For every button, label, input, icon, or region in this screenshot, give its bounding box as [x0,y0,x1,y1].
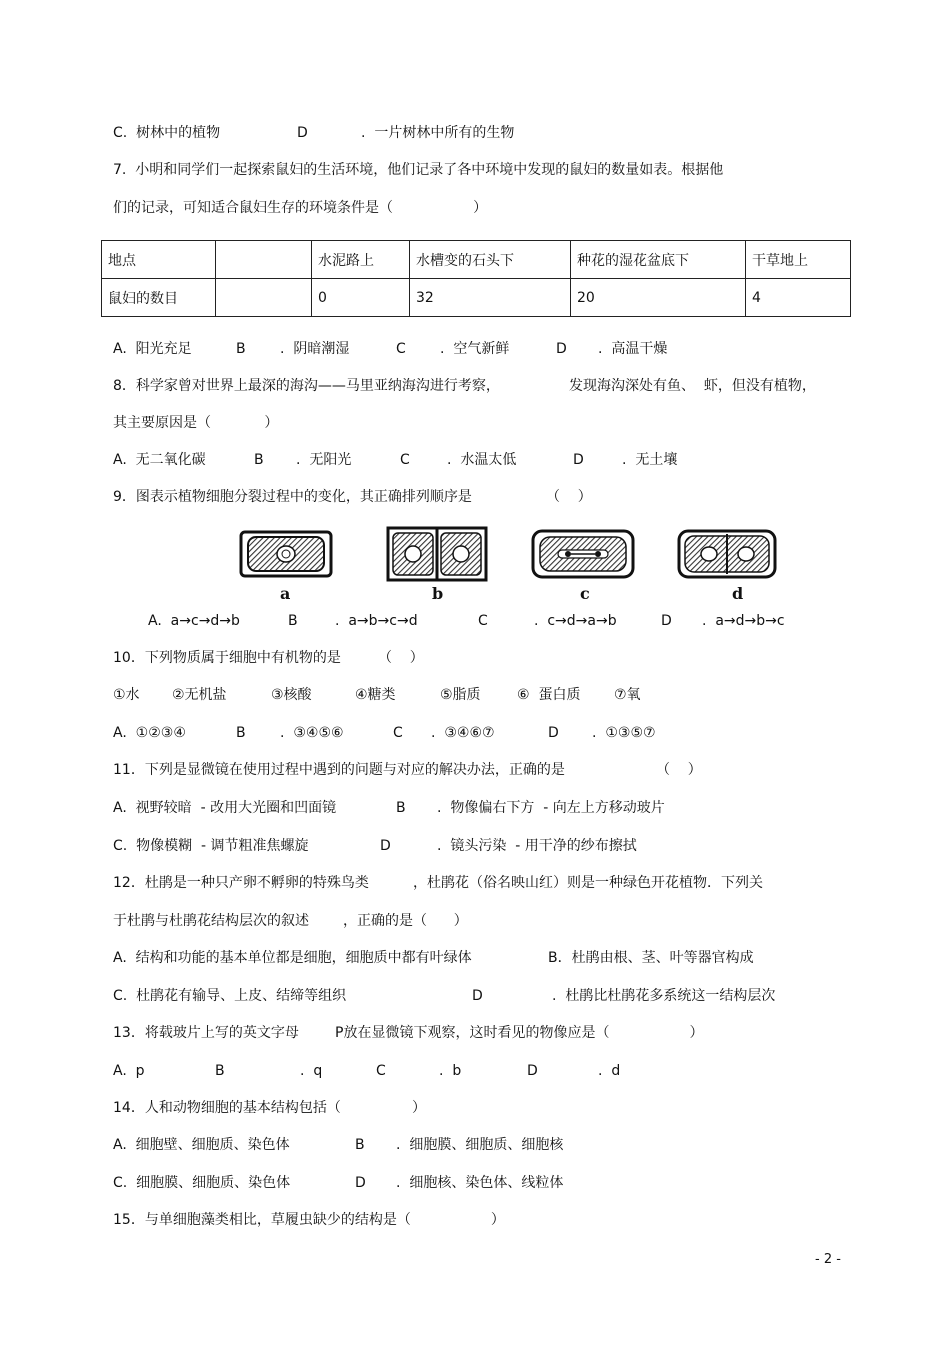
table-cell: 水槽变的石头下 [410,241,571,279]
figure-label-b: b [432,584,444,603]
option-text: . 水温太低 [447,452,517,468]
table-cell [216,279,312,317]
table-cell: 4 [746,279,851,317]
woodlouse-count-table [101,240,851,317]
q11-option-d-letter: D [380,838,391,854]
q9-paren: （ ） [546,489,592,505]
option-letter: C [400,452,410,468]
q10-stem: 10．下列物质属于细胞中有机物的是 [113,650,341,666]
q14-option-d-text: . 细胞核、染色体、线粒体 [396,1175,564,1191]
option-text: . 阴暗潮湿 [280,341,350,357]
option-text: . ③④⑤⑥ [280,725,344,741]
page-number: - 2 - [815,1252,841,1267]
option-letter: D [548,725,559,741]
option-letter: C [376,1063,386,1079]
q12-option-b: B．杜鹃由根、茎、叶等器官构成 [548,950,754,966]
q11-stem: 11．下列是显微镜在使用过程中遇到的问题与对应的解决办法，正确的是 [113,762,565,778]
option-text: A. 无二氧化碳 [113,452,206,468]
list-item: ③核酸 [271,687,312,703]
option-letter: C [478,613,488,629]
option-text: . 空气新鲜 [440,341,510,357]
q6-option-d-text: . 一片树林中所有的生物 [361,125,515,141]
q15-stem: 15．与单细胞藻类相比，草履虫缺少的结构是（ ） [113,1212,505,1228]
q14-option-b-text: . 细胞膜、细胞质、细胞核 [396,1137,564,1153]
table-cell: 0 [312,279,410,317]
option-text: . 无阳光 [296,452,352,468]
table-cell: 种花的湿花盆底下 [571,241,746,279]
option-text: . 高温干燥 [598,341,668,357]
table-cell [216,241,312,279]
option-letter: B [236,725,246,741]
list-item: ②无机盐 [172,687,227,703]
q12-option-d-letter: D [472,988,483,1004]
option-text: A. a→c→d→b [148,613,240,629]
option-letter: D [573,452,584,468]
option-text: . d [598,1063,621,1079]
cell-figure-b [385,524,491,584]
cell-figure-a [238,528,336,580]
option-text: . a→b→c→d [335,613,418,629]
q12-stem-line1a: 12．杜鹃是一种只产卵不孵卵的特殊鸟类 [113,875,369,891]
list-item: ⑥ 蛋白质 [517,687,581,703]
q11-option-d-text: . 镜头污染 - 用干净的纱布擦拭 [437,838,637,854]
q7-stem-line1: 7. 小明和同学们一起探索鼠妇的生活环境，他们记录了各中环境中发现的鼠妇的数量如表。根据他 [113,162,724,178]
option-letter: D [556,341,567,357]
q14-option-a: A. 细胞壁、细胞质、染色体 [113,1137,290,1153]
option-letter: B [236,341,246,357]
table-row [102,279,851,317]
q8-stem-line2: 其主要原因是（ ） [113,415,279,431]
q9-stem: 9．图表示植物细胞分裂过程中的变化，其正确排列顺序是 [113,489,472,505]
option-letter: B [288,613,298,629]
q12-stem-line2a: 于杜鹃与杜鹃花结构层次的叙述 [113,913,309,929]
table-cell: 水泥路上 [312,241,410,279]
option-letter: B [254,452,264,468]
q8-stem-line1a: 8．科学家曾对世界上最深的海沟——马里亚纳海沟进行考察， [113,378,500,394]
q14-option-c: C. 细胞膜、细胞质、染色体 [113,1175,291,1191]
option-letter: C [396,341,406,357]
option-text: . ③④⑥⑦ [431,725,495,741]
table-cell: 鼠妇的数目 [102,279,216,317]
figure-label-d: d [732,584,744,603]
table-cell: 干草地上 [746,241,851,279]
option-text: . 无土壤 [622,452,678,468]
cell-figure-d [676,528,780,582]
list-item: ①水 [113,687,140,703]
option-text: . q [300,1063,323,1079]
q11-option-b-text: . 物像偏右下方 - 向左上方移动玻片 [437,800,665,816]
option-text: A. ①②③④ [113,725,186,741]
option-letter: C [393,725,403,741]
table-header-row [102,241,851,279]
q12-stem-line2b: ，正确的是（ ） [343,913,468,929]
list-item: ⑤脂质 [440,687,481,703]
table-cell: 20 [571,279,746,317]
option-text: . c→d→a→b [534,613,617,629]
figure-label-c: c [580,584,590,603]
q12-option-d-text: . 杜鹃比杜鹃花多系统这一结构层次 [552,988,776,1004]
q11-option-b-letter: B [396,800,406,816]
cell-figure-c [530,528,638,582]
option-letter: B [215,1063,225,1079]
q12-option-c: C. 杜鹃花有输导、上皮、结缔等组织 [113,988,347,1004]
table-cell: 32 [410,279,571,317]
q14-stem: 14．人和动物细胞的基本结构包括（ ） [113,1100,427,1116]
option-letter: D [527,1063,538,1079]
q13-stem-b: P放在显微镜下观察，这时看见的物像应是（ ） [335,1025,704,1041]
q11-option-a: A. 视野较暗 - 改用大光圈和凹面镜 [113,800,337,816]
table-cell: 地点 [102,241,216,279]
q14-option-b-letter: B [355,1137,365,1153]
list-item: ④糖类 [355,687,396,703]
option-text: . ①③⑤⑦ [592,725,656,741]
q7-stem-line2: 们的记录，可知适合鼠妇生存的环境条件是（ ） [113,200,488,216]
list-item: ⑦氧 [614,687,641,703]
option-text: . b [439,1063,462,1079]
q11-paren: （ ） [656,762,702,778]
q12-option-a: A. 结构和功能的基本单位都是细胞，细胞质中都有叶绿体 [113,950,472,966]
q8-stem-line1b: 发现海沟深处有鱼、 虾，但没有植物， [569,378,816,394]
q6-option-d-letter: D [297,125,308,141]
q6-option-c: C. 树林中的植物 [113,125,221,141]
q14-option-d-letter: D [355,1175,366,1191]
option-letter: D [661,613,672,629]
q11-option-c: C. 物像模糊 - 调节粗准焦螺旋 [113,838,309,854]
option-text: A. 阳光充足 [113,341,192,357]
figure-label-a: a [280,584,291,603]
option-text: . a→d→b→c [702,613,785,629]
q13-stem-a: 13．将载玻片上写的英文字母 [113,1025,299,1041]
q10-paren: （ ） [378,650,424,666]
option-text: A. p [113,1063,145,1079]
q12-stem-line1b: ，杜鹃花（俗名映山红）则是一种绿色开花植物．下列关 [413,875,763,891]
